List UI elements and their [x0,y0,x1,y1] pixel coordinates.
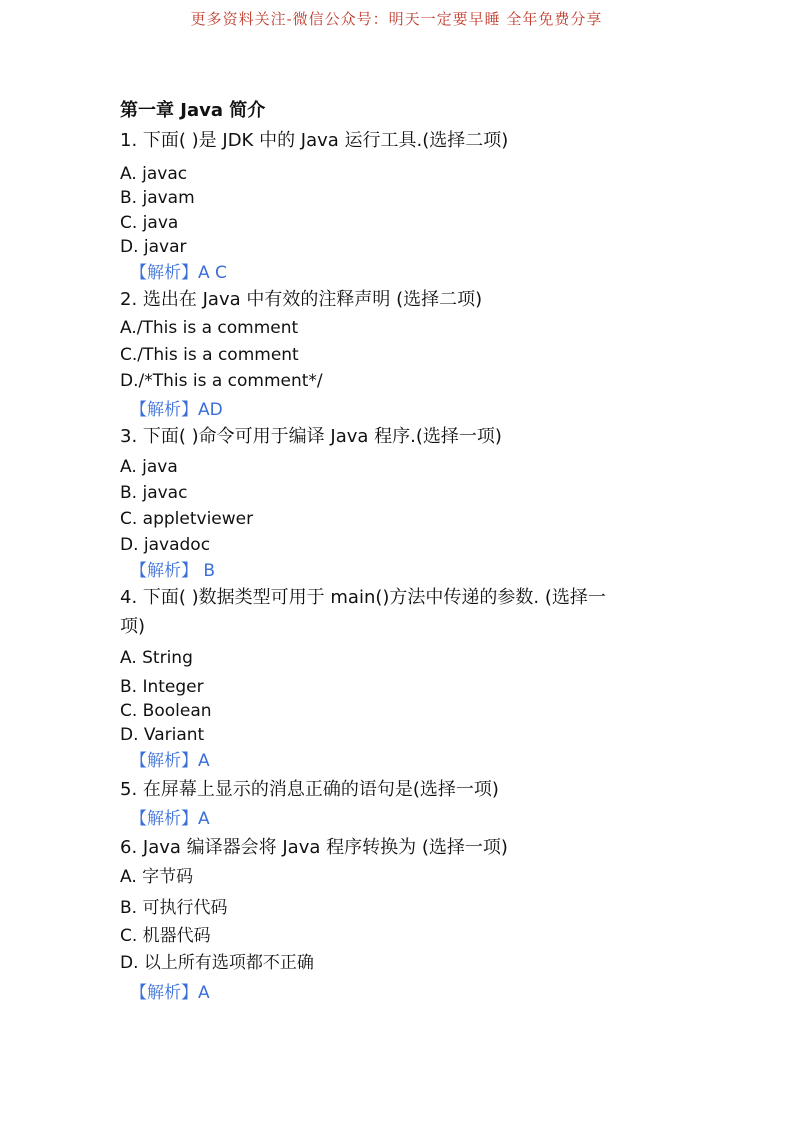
question-1: 1. 下面( )是 JDK 中的 Java 运行工具.(选择二项) [120,130,509,151]
question-2: 2. 选出在 Java 中有效的注释声明 (选择二项) [120,289,483,310]
option: A. java [120,457,178,477]
question-6: 6. Java 编译器会将 Java 程序转换为 (选择一项) [120,837,508,858]
option: C. Boolean [120,701,212,721]
option: B. javac [120,483,188,503]
option: A. String [120,648,193,668]
option: B. 可执行代码 [120,898,228,918]
option: D. Variant [120,725,205,745]
option: B. javam [120,188,195,208]
answer-1: 【解析】A C [130,263,227,283]
option: D. javar [120,237,187,257]
option: C./This is a comment [120,345,299,365]
page-header-banner: 更多资料关注-微信公众号：明天一定要早睡 全年免费分享 [190,10,603,28]
option: A. javac [120,164,188,184]
question-3: 3. 下面( )命令可用于编译 Java 程序.(选择一项) [120,426,502,447]
chapter-title: 第一章 Java 简介 [120,100,266,121]
answer-2: 【解析】AD [130,400,223,420]
answer-6: 【解析】A [130,983,210,1003]
option: D. 以上所有选项都不正确 [120,953,314,973]
question-5: 5. 在屏幕上显示的消息正确的语句是(选择一项) [120,779,499,800]
option: D./*This is a comment*/ [120,371,323,391]
answer-4: 【解析】A [130,751,210,771]
option: C. appletviewer [120,509,254,529]
option: D. javadoc [120,535,211,555]
answer-3: 【解析】 B [130,561,216,581]
question-4: 4. 下面( )数据类型可用于 main()方法中传递的参数. (选择一 [120,587,606,608]
option: C. java [120,213,179,233]
option: B. Integer [120,677,204,697]
answer-5: 【解析】A [130,809,210,829]
question-4-continued: 项) [120,616,146,637]
option: C. 机器代码 [120,926,211,946]
option: A./This is a comment [120,318,299,338]
option: A. 字节码 [120,867,194,887]
